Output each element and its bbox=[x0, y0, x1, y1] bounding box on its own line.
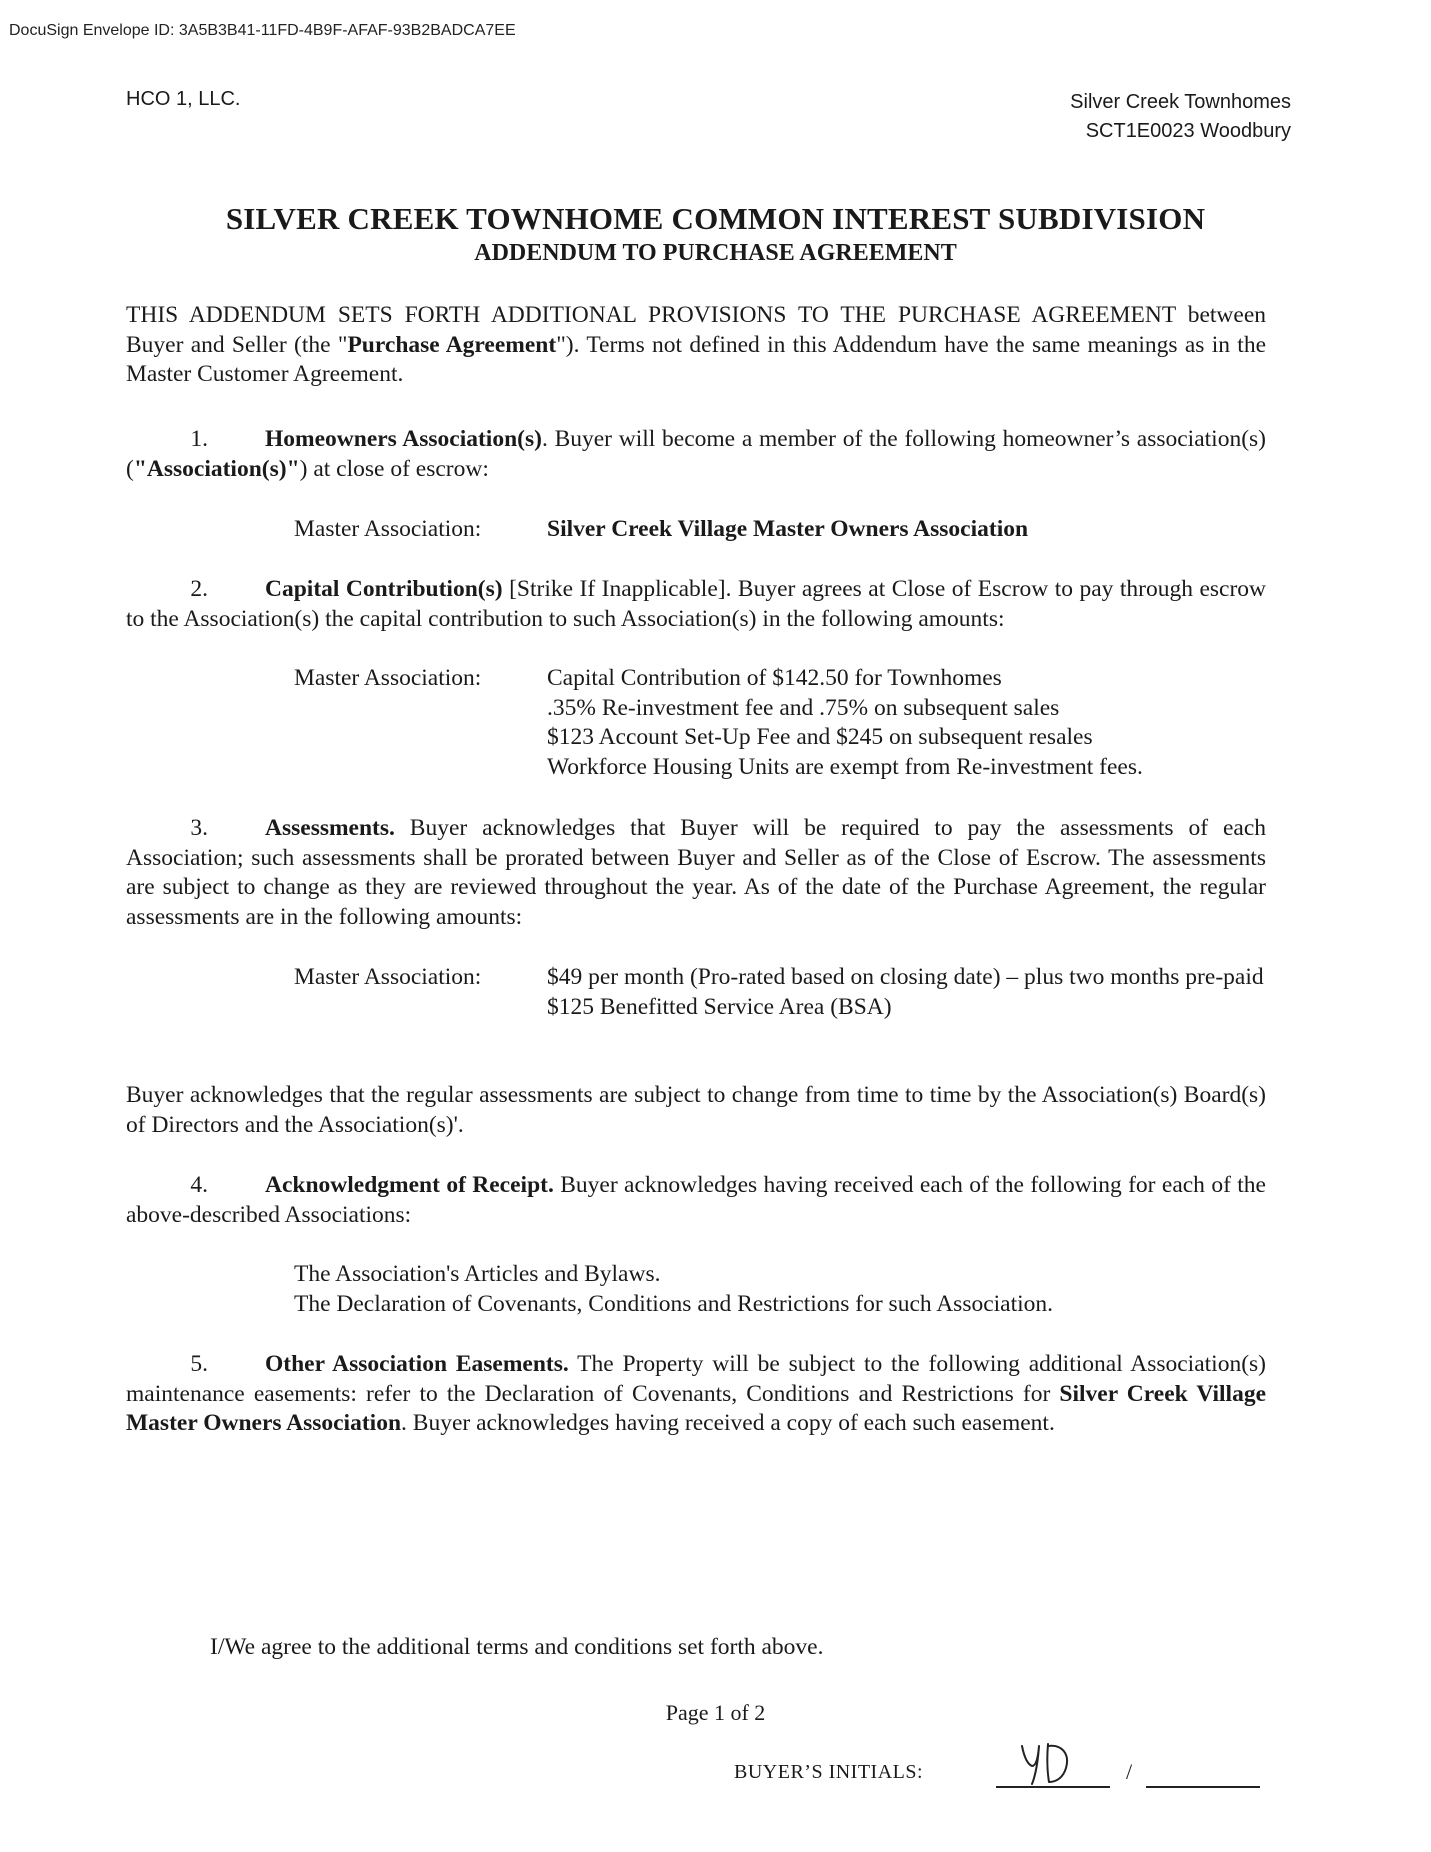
section-3-number: 3. bbox=[190, 815, 208, 841]
section-1 bbox=[126, 425, 1266, 484]
section-3-values bbox=[547, 963, 1267, 1022]
project-name: Silver Creek Townhomes bbox=[1070, 91, 1291, 113]
section-2-text: [Strike If Inapplicable]. Buyer agrees at Close of Escrow to pay through escrow to the Association(s) the capital contribution to such Association(s) in the following amounts: bbox=[126, 576, 1266, 632]
section-3-note: Buyer acknowledges that the regular assessments are subject to change from time to time by the Association(s) Board(s) of Directors and the Association(s)'. bbox=[126, 1082, 1266, 1138]
section-1-heading: Homeowners Association(s) bbox=[265, 426, 542, 452]
section-4-item-2: The Declaration of Covenants, Conditions and Restrictions for such Association. bbox=[294, 1290, 1054, 1317]
project-lot: SCT1E0023 Woodbury bbox=[1085, 120, 1291, 142]
buyer-initials-line-1[interactable] bbox=[996, 1786, 1110, 1788]
section-2-label: Master Association: bbox=[294, 665, 482, 691]
docusign-envelope-id: DocuSign Envelope ID: 3A5B3B41-11FD-4B9F-AFAF-93B2BADCA7EE bbox=[9, 22, 516, 39]
section-2-value-3: $123 Account Set-Up Fee and $245 on subsequent resales bbox=[547, 724, 1093, 751]
section-5-text-1: The Property will be subject to the following additional Association(s) maintenance easements: refer to the Declaration of Covenants, Conditions and Restrictions for bbox=[126, 1351, 1266, 1407]
section-1-text-2: ) at close of escrow: bbox=[299, 455, 489, 482]
section-2-number: 2. bbox=[190, 576, 208, 602]
intro-text-1: THIS ADDENDUM SETS FORTH ADDITIONAL PROVISIONS TO THE PURCHASE AGREEMENT between Buyer and Seller (the " bbox=[126, 302, 1266, 358]
section-2 bbox=[126, 575, 1266, 634]
section-5-text-2: . Buyer acknowledges having received a copy of each such easement. bbox=[401, 1410, 1055, 1437]
section-2-heading: Capital Contribution(s) bbox=[265, 576, 503, 602]
page-number: Page 1 of 2 bbox=[665, 1700, 766, 1725]
document-title bbox=[0, 200, 1431, 268]
section-3 bbox=[126, 814, 1266, 932]
section-4-number: 4. bbox=[190, 1172, 208, 1198]
intro-paragraph bbox=[126, 301, 1266, 390]
initials-handwriting-icon bbox=[1018, 1740, 1078, 1788]
section-5-bold: Silver Creek Village Master Owners Association bbox=[126, 1380, 1267, 1437]
section-3-text: Buyer acknowledges that Buyer will be required to pay the assessments of each Association; such assessments shall be prorated between Buyer and Seller as of the Close of Escrow. The assessments are subject to change as they are reviewed throughout the year. As of the date of the Purchase Agreement, the regular assessments are in the following amounts: bbox=[126, 815, 1266, 930]
title-main: SILVER CREEK TOWNHOME COMMON INTEREST SUBDIVISION bbox=[225, 201, 1206, 236]
section-2-values bbox=[547, 664, 1267, 782]
section-5-number: 5. bbox=[190, 1351, 208, 1377]
project-info bbox=[1070, 88, 1291, 146]
agreement-statement: I/We agree to the additional terms and conditions set forth above. bbox=[210, 1634, 824, 1660]
section-3-heading: Assessments. bbox=[265, 815, 395, 841]
section-1-number: 1. bbox=[190, 426, 208, 452]
section-5-heading: Other Association Easements. bbox=[265, 1351, 569, 1377]
initials-separator: / bbox=[1126, 1759, 1133, 1784]
section-1-bold: "Association(s)" bbox=[133, 455, 300, 482]
buyer-initials-label: BUYER’S INITIALS: bbox=[734, 1761, 924, 1783]
intro-text-2: "). Terms not defined in this Addendum have the same meanings as in the Master Customer Agreement. bbox=[126, 331, 1266, 388]
company-name: HCO 1, LLC. bbox=[126, 88, 241, 110]
section-4-items bbox=[294, 1260, 1294, 1319]
section-4-item-1: The Association's Articles and Bylaws. bbox=[294, 1261, 661, 1287]
intro-bold: Purchase Agreement bbox=[347, 331, 557, 358]
section-1-label: Master Association: bbox=[294, 516, 482, 542]
section-3-value-2: $125 Benefitted Service Area (BSA) bbox=[547, 993, 892, 1020]
section-4 bbox=[126, 1171, 1266, 1230]
buyer-initials-line-2[interactable] bbox=[1146, 1786, 1260, 1788]
section-2-value-2: .35% Re-investment fee and .75% on subsequent sales bbox=[547, 694, 1060, 721]
section-4-heading: Acknowledgment of Receipt. bbox=[265, 1172, 554, 1198]
section-3-value-1: $49 per month (Pro-rated based on closing date) – plus two months pre-paid bbox=[547, 964, 1264, 990]
section-5 bbox=[126, 1350, 1266, 1439]
section-1-value: Silver Creek Village Master Owners Association bbox=[547, 516, 1029, 542]
title-sub: ADDENDUM TO PURCHASE AGREEMENT bbox=[474, 240, 957, 266]
section-3-label: Master Association: bbox=[294, 964, 482, 990]
section-4-text: Buyer acknowledges having received each of the following for each of the above-described Associations: bbox=[126, 1172, 1266, 1228]
section-2-value-4: Workforce Housing Units are exempt from Re-investment fees. bbox=[547, 753, 1143, 780]
section-2-value-1: Capital Contribution of $142.50 for Townhomes bbox=[547, 665, 1002, 691]
section-1-text-1: . Buyer will become a member of the following homeowner’s association(s) ( bbox=[126, 426, 1266, 482]
